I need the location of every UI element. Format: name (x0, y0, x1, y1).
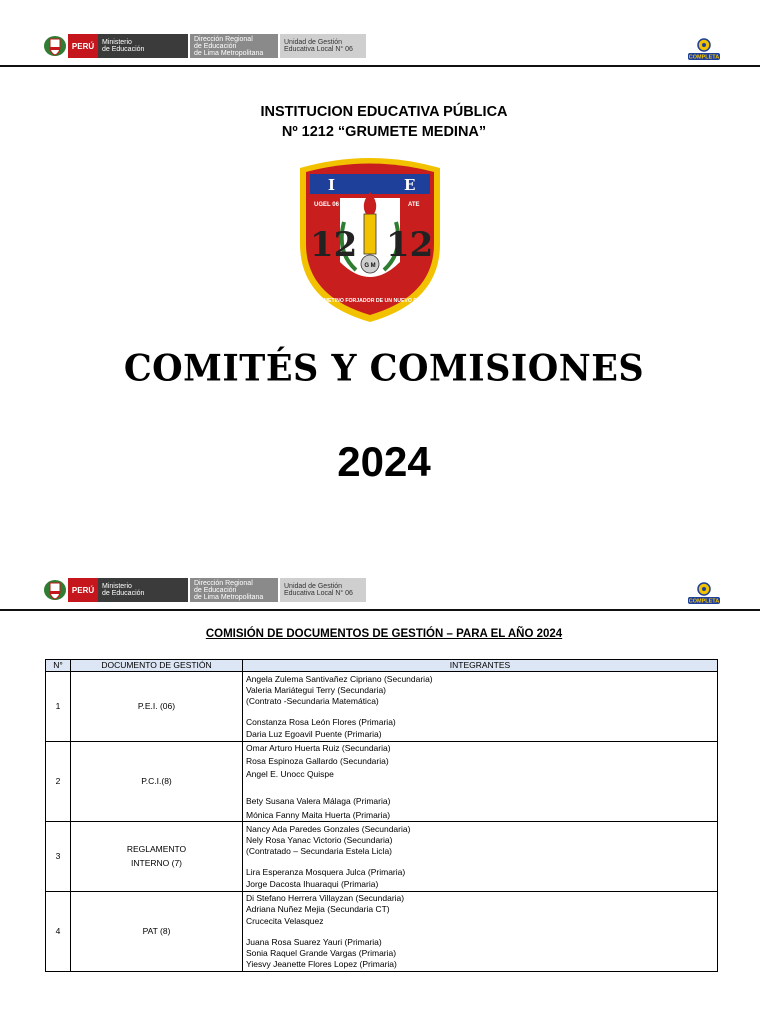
spacer (246, 707, 714, 717)
members-cell (243, 742, 718, 822)
members-cell (243, 822, 718, 892)
cover-year: 2024 (337, 438, 431, 485)
peru-coat-of-arms-icon (42, 34, 68, 58)
ministerio-line-1: Ministerio (102, 583, 132, 590)
government-logo-bar (42, 34, 366, 58)
page-header-second (0, 574, 768, 610)
ministerio-line-2: de Educación (102, 46, 145, 53)
direccion-line-3: de Lima Metropolitana (194, 49, 264, 57)
emblem-motto: GRUMETINO FORJADOR DE UN NUEVO PERU (312, 298, 428, 304)
jec-logo-text: COMPLETA (688, 598, 720, 605)
jornada-completa-logo-2 (684, 580, 724, 608)
member-name: Lira Esperanza Mosquera Julca (Primaria) (246, 867, 406, 878)
emblem-letter-i: I (328, 176, 336, 194)
member-name: Juana Rosa Suarez Yauri (Primaria) (246, 936, 382, 947)
emblem-ugel-right: ATE (408, 202, 420, 208)
member-name: Nely Rosa Yanac Victorio (Secundaria) (246, 834, 393, 845)
government-logo-bar-2 (42, 578, 366, 602)
document-name-line-2: INTERNO (7) (131, 858, 182, 869)
ugel-label-2 (280, 578, 366, 602)
ministerio-label-2 (98, 578, 188, 602)
section-title: COMISIÓN DE DOCUMENTOS DE GESTIÓN – PARA EL AÑO 2024 (205, 628, 563, 640)
member-name: Sonia Raquel Grande Vargas (Primaria) (246, 947, 397, 958)
emblem-letter-e: E (404, 176, 416, 194)
emblem-ugel-left: UGEL 06 (314, 202, 339, 208)
column-header-num: N° (46, 660, 71, 672)
member-name: Constanza Rosa León Flores (Primaria) (246, 717, 396, 728)
school-title-line-2: Nº 1212 “GRUMETE MEDINA” (281, 124, 487, 140)
table-row (46, 892, 718, 972)
peru-label-2: PERÚ (68, 578, 98, 602)
direccion-regional-label-2 (190, 578, 278, 602)
cover-heading: COMITÉS Y COMISIONES (123, 346, 645, 391)
member-name: Valeria Mariátegui Terry (Secundaria) (246, 684, 386, 695)
document-name (71, 822, 243, 892)
member-name: (Contrato -Secundaria Matemática) (246, 696, 379, 707)
ugel-line-2: Educativa Local N° 06 (284, 590, 353, 597)
page-header-top (0, 30, 768, 66)
direccion-line-3: de Lima Metropolitana (194, 593, 264, 601)
member-name: Bety Susana Valera Málaga (Primaria) (246, 796, 391, 807)
emblem-number-right: 12 (386, 225, 434, 265)
emblem-initials: G M (364, 263, 376, 269)
ugel-line-2: Educativa Local N° 06 (284, 46, 353, 53)
column-header-document: DOCUMENTO DE GESTIÓN (71, 660, 243, 672)
jornada-completa-logo (684, 36, 724, 64)
members-cell (243, 892, 718, 972)
ministerio-line-1: Ministerio (102, 39, 132, 46)
member-name: (Contratado – Secundaria Estela Licla) (246, 846, 392, 857)
direccion-line-1: Dirección Regional (194, 35, 253, 43)
member-name: Jorge Dacosta Ihuaraqui (Primaria) (246, 878, 379, 889)
row-number: 4 (46, 892, 71, 972)
table-row (46, 742, 718, 822)
member-name: Crucecita Velasquez (246, 915, 324, 926)
ugel-line-1: Unidad de Gestión (284, 583, 342, 590)
torch-icon (364, 214, 376, 254)
ugel-line-1: Unidad de Gestión (284, 39, 342, 46)
member-name: Di Stefano Herrera Villayzan (Secundaria) (246, 893, 405, 904)
member-name: Daria Luz Egoavil Puente (Primaria) (246, 728, 382, 739)
spacer (246, 780, 714, 796)
school-title-line-1: INSTITUCION EDUCATIVA PÚBLICA (260, 104, 508, 120)
peru-label: PERÚ (68, 34, 98, 58)
jec-logo-text: COMPLETA (688, 54, 720, 61)
commission-table (45, 659, 718, 972)
member-name: Angel E. Unocc Quispe (246, 769, 334, 780)
peru-coat-of-arms-icon (42, 578, 68, 602)
document-name: P.C.I.(8) (71, 742, 243, 822)
column-header-members: INTEGRANTES (243, 660, 718, 672)
member-name: Angela Zulema Santivañez Cipriano (Secundaria) (246, 673, 433, 684)
ministerio-label (98, 34, 188, 58)
members-cell (243, 672, 718, 742)
direccion-line-1: Dirección Regional (194, 579, 253, 587)
header-rule-2 (0, 609, 760, 611)
spacer (246, 927, 714, 937)
direccion-line-2: de Educación (194, 586, 237, 594)
school-emblem (296, 152, 444, 324)
member-name: Rosa Espinoza Gallardo (Secundaria) (246, 755, 389, 766)
document-name-line-1: REGLAMENTO (126, 844, 187, 854)
school-title (0, 102, 768, 142)
spacer (246, 857, 714, 867)
member-name: Mónica Fanny Maita Huerta (Primaria) (246, 809, 391, 820)
document-name: PAT (8) (71, 892, 243, 972)
row-number: 1 (46, 672, 71, 742)
document-name: P.E.I. (06) (71, 672, 243, 742)
row-number: 3 (46, 822, 71, 892)
member-name: Nancy Ada Paredes Gonzales (Secundaria) (246, 823, 411, 834)
ministerio-line-2: de Educación (102, 590, 145, 597)
member-name: Adriana Nuñez Mejia (Secundaria CT) (246, 904, 390, 915)
direccion-line-2: de Educación (194, 42, 237, 50)
ugel-label (280, 34, 366, 58)
member-name: Yiesvy Jeanette Flores Lopez (Primaria) (246, 959, 397, 970)
table-header-row (46, 660, 718, 672)
row-number: 2 (46, 742, 71, 822)
table-row (46, 822, 718, 892)
direccion-regional-label (190, 34, 278, 58)
table-row (46, 672, 718, 742)
header-rule (0, 65, 760, 67)
emblem-number-left: 12 (310, 225, 358, 265)
member-name: Omar Arturo Huerta Ruiz (Secundaria) (246, 742, 391, 753)
